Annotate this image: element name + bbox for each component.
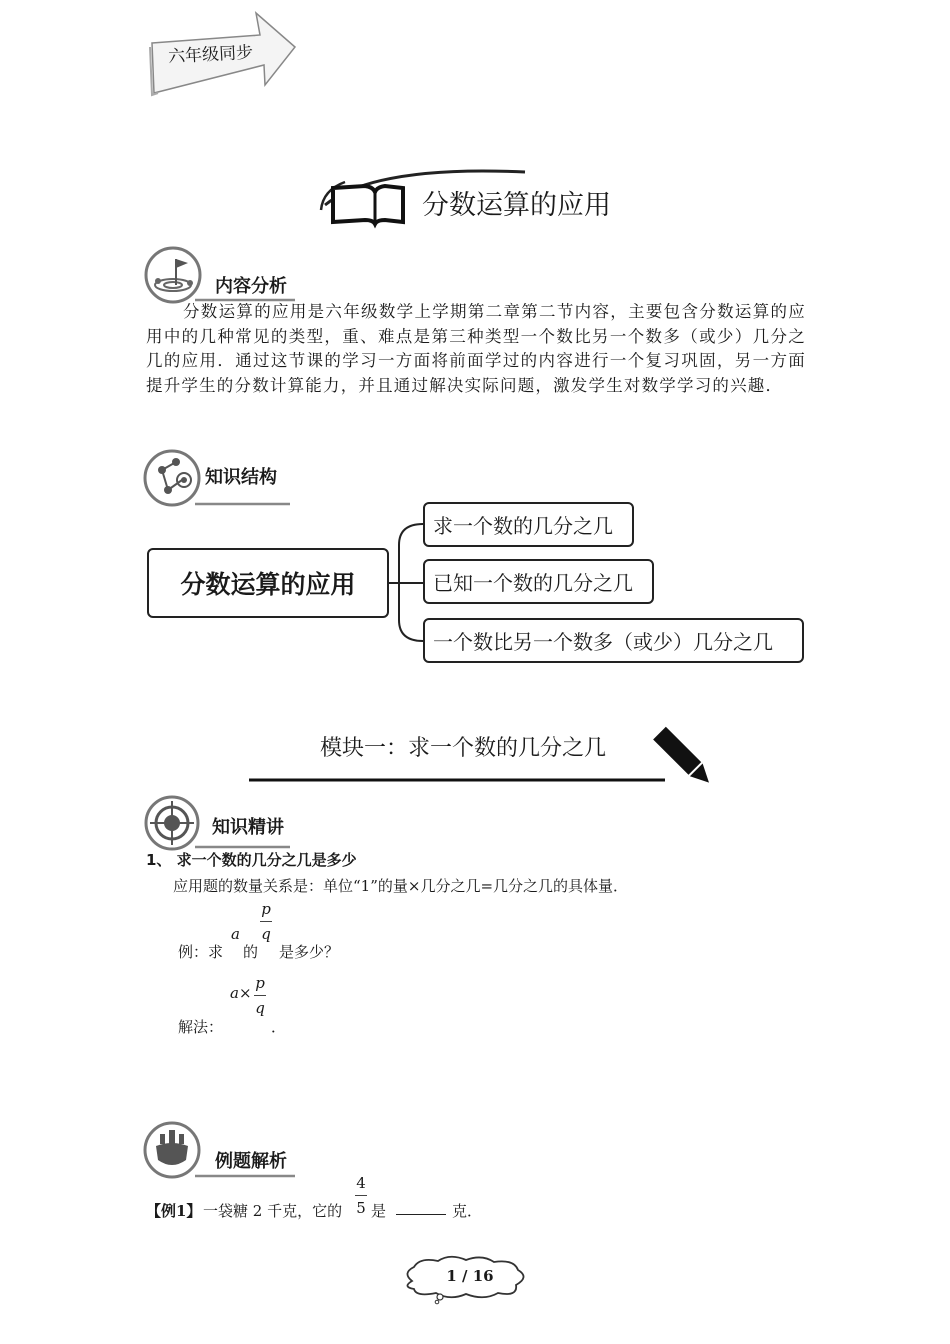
- fraction-numerator: p: [261, 900, 271, 918]
- example-fraction: [355, 1174, 367, 1217]
- mindmap-root: 分数运算的应用: [147, 548, 389, 618]
- example-text-mid: 是: [371, 1202, 387, 1220]
- fraction-denominator: q: [255, 999, 265, 1017]
- solution-expression: a×: [230, 984, 252, 1002]
- content-analysis-body: 分数运算的应用是六年级数学上学期第二章第二节内容，主要包含分数运算的应用中的几种常见的类型，重、难点是第三种类型一个数比另一个数多（或少）几分之几的应用．通过这节课的学习一方面将前面学过的内容进行一个复习巩固，另一方面提升学生的分数计算能力，并且通过解决实际问题，激发学生对数学学习的兴趣．: [146, 302, 806, 395]
- grade-tag: 六年级同步: [167, 42, 254, 68]
- fraction-bar: [260, 921, 272, 922]
- example-suffix: 是多少？: [279, 943, 340, 961]
- solution-fraction: [254, 974, 266, 1017]
- fraction-numerator: p: [255, 974, 265, 992]
- example-text-after: 克．: [452, 1202, 483, 1220]
- lecture-heading: 1、 求一个数的几分之几是多少: [146, 851, 357, 869]
- fraction-bar: [355, 1195, 367, 1196]
- solution-label: 解法：: [178, 1018, 224, 1036]
- module-title: 模块一：求一个数的几分之几: [320, 736, 607, 761]
- mindmap-branch-1: 求一个数的几分之几: [423, 502, 634, 547]
- fraction-denominator: 5: [356, 1199, 366, 1217]
- page-title: 分数运算的应用: [422, 190, 611, 221]
- relation-text: 应用题的数量关系是：单位“1”的量×几分之几=几分之几的具体量．: [173, 877, 629, 895]
- example-prefix: 例：求: [178, 943, 224, 961]
- example-text-before: 一袋糖 2 千克，它的: [203, 1202, 343, 1220]
- pencil-icon: [245, 720, 715, 790]
- content-analysis-title: 内容分析: [215, 276, 287, 297]
- fraction-denominator: q: [261, 925, 271, 943]
- example-var-a: a: [231, 925, 240, 943]
- knowledge-structure-title: 知识结构: [205, 467, 277, 488]
- example-analysis-title: 例题解析: [215, 1151, 287, 1172]
- fraction-numerator: 4: [356, 1174, 366, 1192]
- example-fraction: [260, 900, 272, 943]
- solution-end: ．: [271, 1018, 287, 1036]
- fraction-bar: [254, 995, 266, 996]
- mindmap-branch-2: 已知一个数的几分之几: [423, 559, 654, 604]
- example-label: 【例1】: [146, 1202, 202, 1220]
- knowledge-lecture-title: 知识精讲: [212, 817, 284, 838]
- answer-blank[interactable]: [396, 1200, 446, 1219]
- page-number: 1 / 16: [446, 1267, 494, 1285]
- mindmap-branch-3: 一个数比另一个数多（或少）几分之几: [423, 618, 804, 663]
- example-de: 的: [243, 943, 259, 961]
